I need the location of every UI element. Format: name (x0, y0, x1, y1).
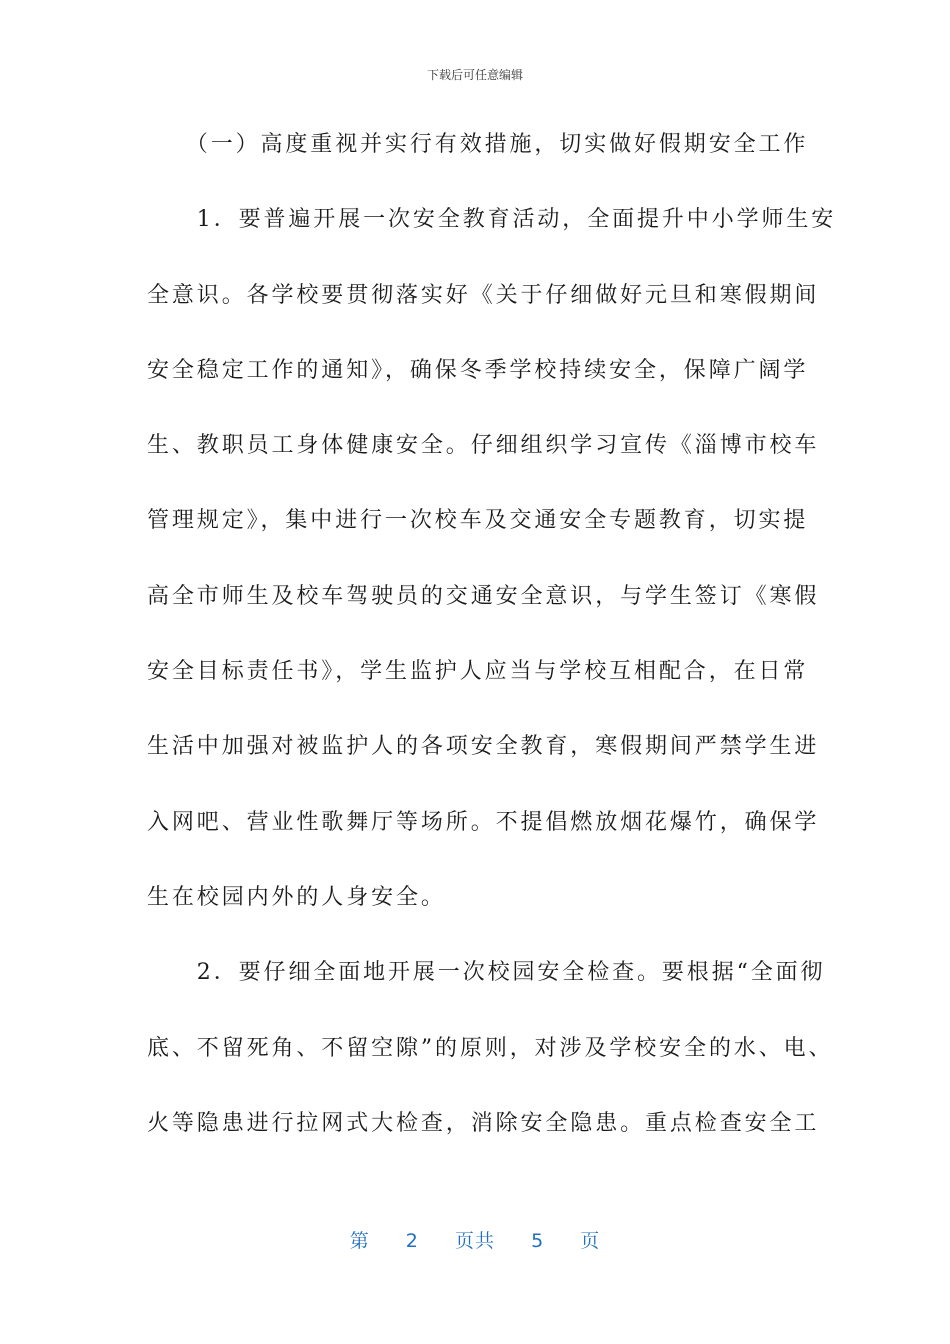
text-line: 安全稳定工作的通知》，确保冬季学校持续安全，保障广阔学 (147, 357, 809, 383)
footer-middle: 页共 (454, 1230, 495, 1252)
text-line: 高全市师生及校车驾驶员的交通安全意识，与学生签订《寒假 (147, 583, 820, 609)
text-line: 生、教职员工身体健康安全。仔细组织学习宣传《淄博市校车 (147, 433, 820, 459)
text-line: 2．要仔细全面地开展一次校园安全检查。要根据“全面彻 (147, 960, 826, 986)
footer-prefix: 第 (349, 1230, 370, 1252)
text-line: 底、不留死角、不留空隙”的原则，对涉及学校安全的水、电、 (147, 1035, 834, 1061)
text-line: （一）高度重视并实行有效措施，切实做好假期安全工作 (147, 132, 809, 157)
footer-total-pages: 5 (531, 1230, 545, 1252)
footer-page-number: 2 (405, 1230, 419, 1252)
text-line: 入网吧、营业性歌舞厅等场所。不提倡燃放烟花爆竹，确保学 (147, 809, 820, 835)
text-line: 管理规定》，集中进行一次校车及交通安全专题教育，切实提 (147, 508, 809, 534)
document-body (147, 124, 837, 1178)
text-line: 生活中加强对被监护人的各项安全教育，寒假期间严禁学生进 (147, 734, 820, 760)
text-line: 安全目标责任书》，学生监护人应当与学校互相配合，在日常 (147, 659, 809, 685)
footer-suffix: 页 (580, 1230, 601, 1252)
page-footer (0, 1226, 950, 1253)
text-line: 全意识。各学校要贯彻落实好《关于仔细做好元旦和寒假期间 (147, 282, 820, 308)
text-line: 生在校园内外的人身安全。 (147, 884, 446, 910)
page-header: 下载后可任意编辑 (426, 68, 523, 82)
text-line: 1．要普遍开展一次安全教育活动，全面提升中小学师生安 (147, 207, 837, 233)
text-line: 火等隐患进行拉网式大检查，消除安全隐患。重点检查安全工 (147, 1110, 820, 1136)
